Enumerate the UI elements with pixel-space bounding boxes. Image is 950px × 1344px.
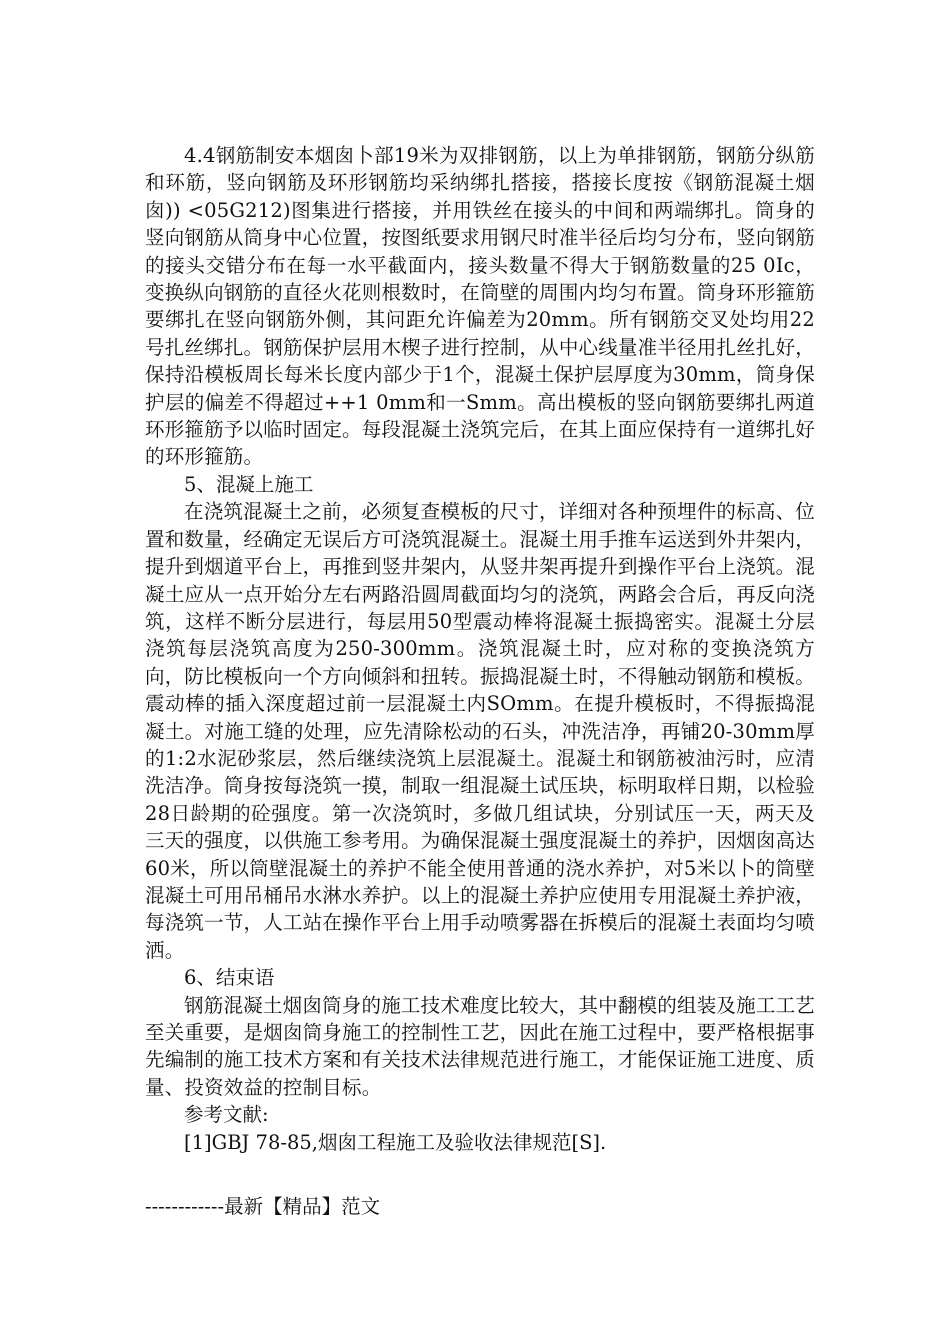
paragraph-concrete: 在浇筑混凝土之前，必须复查模板的尺寸，详细对各种预埋件的标高、位置和数量，经确定无误后方可浇筑混凝土。混凝土用手推车运送到外井架内，提升到烟道平台上，再推到竖井架内，从竖井架再提升到操作平台上浇筑。混凝土应从一点开始分左右两路沿圆周截面均匀的浇筑，两路会合后，再反向浇筑，这样不断分层进行，每层用50型震动棒将混凝土振捣密实。混凝土分层浇筑每层浇筑高度为250-300mm。浇筑混凝土时，应对称的变换浇筑方向，防比模板向一个方向倾斜和扭转。振捣混凝土时，不得触动钢筋和模板。震动棒的插入深度超过前一层混凝土内SOmm。在提升模板时，不得振捣混凝土。对施工缝的处理，应先清除松动的石头，冲洗洁净，再铺20-30mm厚的1:2水泥砂浆层，然后继续浇筑上层混凝土。混凝土和钢筋被油污时，应清洗洁净。筒身按每浇筑一摸，制取一组混凝土试压块，标明取样日期，以检验28日龄期的砼强度。第一次浇筑时，多做几组试块，分别试压一天，两天及三天的强度，以供施工参考用。为确保混凝土强度混凝土的养护，因烟囱高达60米，所以筒壁混凝土的养护不能全使用普通的浇水养护，对5米以卜的筒壁混凝土可用吊桶吊水淋水养护。以上的混凝土养护应使用专用混凝土养护液，每浇筑一节，人工站在操作平台上用手动喷雾器在拆模后的混凝土表面均匀喷洒。 [145, 500, 815, 962]
document-body [145, 142, 815, 1156]
paragraph-conclusion: 钢筋混凝土烟囱筒身的施工技术难度比较大，其中翻模的组装及施工工艺至关重要，是烟囱筒身施工的控制性工艺，因此在施工过程中，要严格根据事先编制的施工技术方案和有关技术法律规范进行施工，才能保证施工进度、质量、投资效益的控制目标。 [145, 993, 815, 1099]
paragraph-rebar: 4.4钢筋制安本烟囱卜部19米为双排钢筋，以上为单排钢筋，钢筋分纵筋和环筋，竖向钢筋及环形钢筋均采纳绑扎搭接，搭接长度按《钢筋混凝土烟囱)) <05G212)图集进行搭接，并用铁丝在接头的中间和两端绑扎。筒身的竖向钢筋从筒身中心位置，按图纸要求用钢尺时准半径后均匀分布，竖向钢筋的接头交错分布在每一水平截面内，接头数量不得大于钢筋数量的25 0Ic，变换纵向钢筋的直径火花则根数时，在筒壁的周围内均匀布置。筒身环形箍筋要绑扎在竖向钢筋外侧，其问距允许偏差为20mm。所有钢筋交叉处均用22号扎丝绑扎。钢筋保护层用木楔子进行控制，从中心线量准半径用扎丝扎好，保持沿模板周长每米长度内部少于1个，混凝土保护层厚度为30mm，筒身保护层的偏差不得超过++1 0mm和一Smm。高出模板的竖向钢筋要绑扎两道环形箍筋予以临时固定。每段混凝土浇筑完后，在其上面应保持有一道绑扎好的环形箍筋。 [145, 144, 815, 469]
heading-concrete: 5、混凝上施工 [184, 472, 314, 496]
heading-conclusion: 6、结束语 [184, 966, 275, 990]
footer-text: ------------最新【精品】范文 [145, 1195, 381, 1218]
reference-item: [1]GBJ 78-85,烟囱工程施工及验收法律规范[S]. [184, 1130, 607, 1154]
references-title: 参考文献: [184, 1103, 269, 1127]
